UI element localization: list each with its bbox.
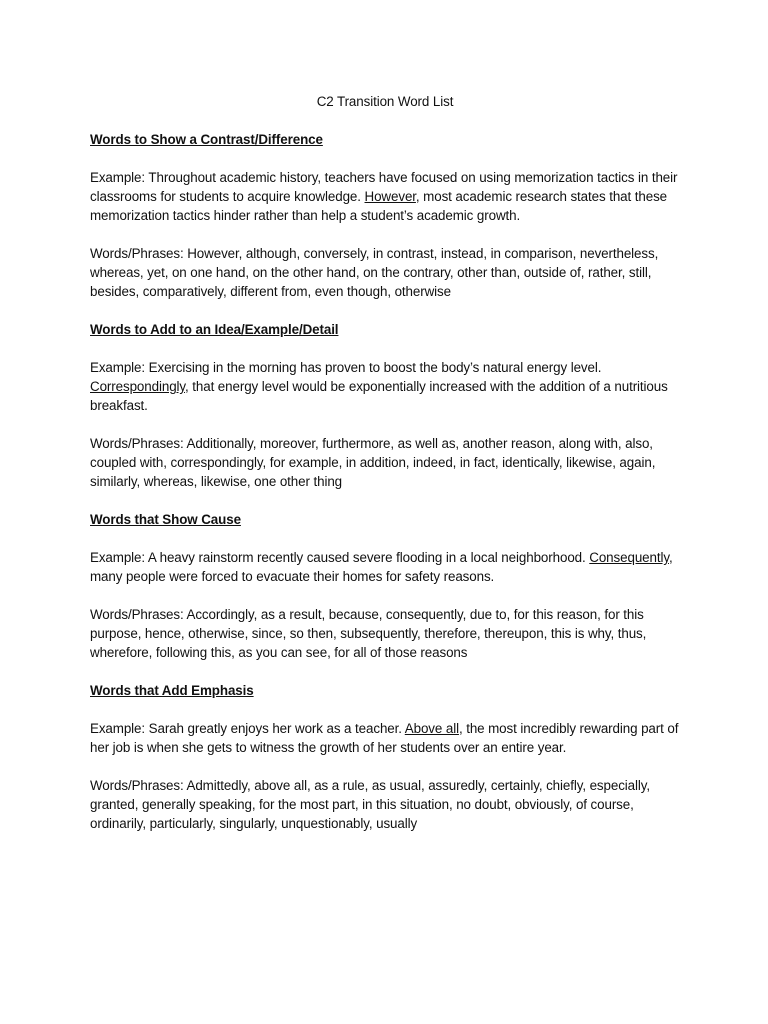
example-keyword: However: [364, 189, 416, 204]
section-heading: Words that Show Cause: [90, 512, 241, 527]
section-heading: Words to Show a Contrast/Difference: [90, 132, 323, 147]
words-phrases-paragraph: Words/Phrases: Admittedly, above all, as a rule, as usual, assuredly, certainly, chiefly, especially, granted, generally speaking, for the most part, in this situation, no doubt, obviously, of course, ordinarily, particularly, singularly, unquestionably, usually: [90, 778, 650, 831]
section-add-idea: [90, 320, 690, 491]
section-emphasis: [90, 681, 690, 833]
section-heading: Words to Add to an Idea/Example/Detail: [90, 322, 339, 337]
example-text: Example: Exercising in the morning has proven to boost the body’s natural energy level.: [90, 360, 602, 375]
section-contrast: [90, 130, 690, 301]
example-text: , that energy level would be exponentially increased with the addition of a nutritious breakfast.: [90, 379, 668, 413]
section-heading: Words that Add Emphasis: [90, 683, 254, 698]
example-text: Example: Throughout academic history, teachers have focused on using memorization tactics in their classrooms for students to acquire knowledge.: [90, 170, 678, 204]
section-cause: [90, 510, 690, 662]
example-paragraph: [90, 358, 690, 415]
example-paragraph: [90, 719, 690, 757]
document-title: C2 Transition Word List: [316, 94, 454, 109]
example-text: , most academic research states that these memorization tactics hinder rather than help a student’s academic growth.: [90, 189, 668, 223]
document-content: [90, 92, 690, 852]
example-keyword: Consequently: [589, 550, 669, 565]
example-paragraph: [90, 548, 690, 586]
example-keyword: Correspondingly: [90, 379, 186, 394]
example-keyword: Above all: [404, 721, 459, 736]
example-text: Example: A heavy rainstorm recently caused severe flooding in a local neighborhood.: [90, 550, 590, 565]
example-paragraph: [90, 168, 690, 225]
words-phrases-paragraph: Words/Phrases: Accordingly, as a result, because, consequently, due to, for this reason, for this purpose, hence, otherwise, since, so then, subsequently, therefore, thereupon, this is why, thus, wherefore, following this, as you can see, for all of those reasons: [90, 607, 647, 660]
example-text: , the most incredibly rewarding part of her job is when she gets to witness the growth of her students over an entire year.: [90, 721, 679, 755]
example-text: , many people were forced to evacuate their homes for safety reasons.: [90, 550, 673, 584]
example-text: Example: Sarah greatly enjoys her work as a teacher.: [90, 721, 405, 736]
words-phrases-paragraph: Words/Phrases: However, although, conversely, in contrast, instead, in comparison, nevertheless, whereas, yet, on one hand, on the other hand, on the contrary, other than, outside of, rather, still, besides, comparatively, different from, even though, otherwise: [90, 246, 659, 299]
words-phrases-paragraph: Words/Phrases: Additionally, moreover, furthermore, as well as, another reason, along with, also, coupled with, correspondingly, for example, in addition, indeed, in fact, identically, likewise, again, similarly, whereas, likewise, one other thing: [90, 436, 656, 489]
